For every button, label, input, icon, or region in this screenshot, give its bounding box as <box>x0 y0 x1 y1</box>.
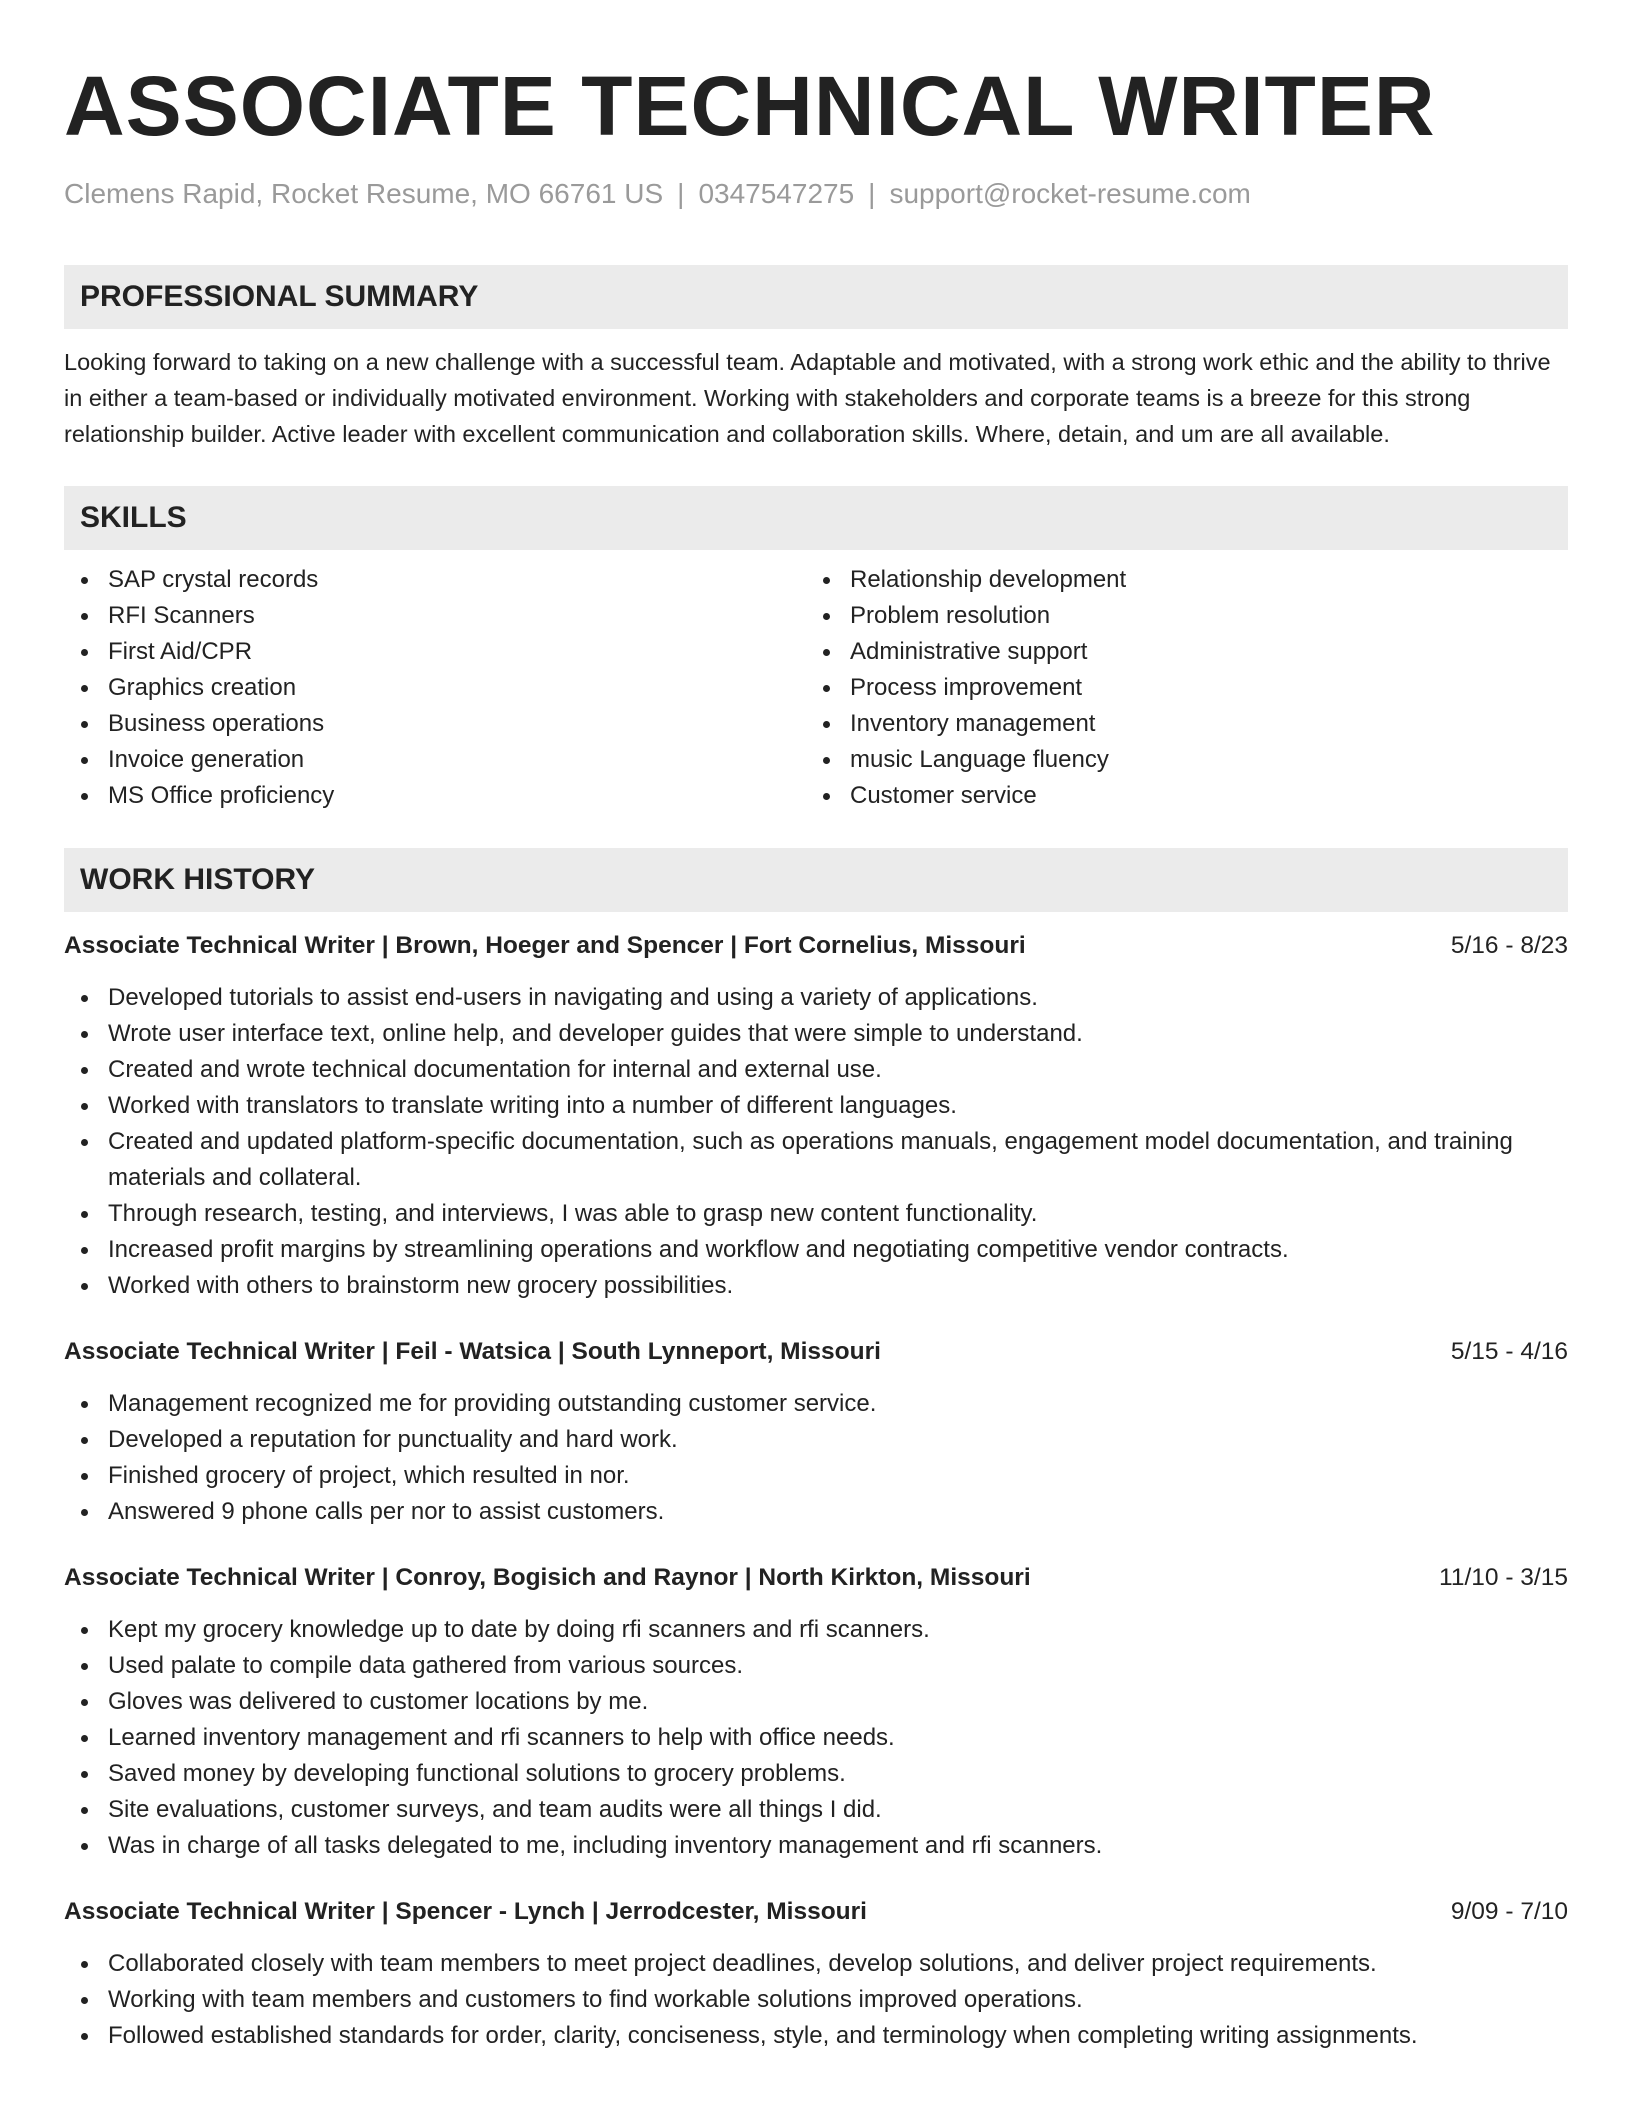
job-bullet: Finished grocery of project, which resulted in nor. <box>64 1458 1568 1494</box>
job-dates: 5/15 - 4/16 <box>1450 1338 1568 1365</box>
job-bullet: Gloves was delivered to customer locations by me. <box>64 1684 1568 1720</box>
contact-phone: 0347547275 <box>698 178 855 209</box>
job-title: Associate Technical Writer | Brown, Hoeger and Spencer | Fort Cornelius, Missouri <box>64 932 1026 959</box>
job-title: Associate Technical Writer | Spencer - Lynch | Jerrodcester, Missouri <box>64 1898 867 1925</box>
job-bullet: Saved money by developing functional solutions to grocery problems. <box>64 1756 1568 1792</box>
job-bullet: Working with team members and customers to find workable solutions improved operations. <box>64 1982 1568 2018</box>
job-entry <box>64 1334 1568 1530</box>
contact-separator: | <box>677 178 685 209</box>
job-header <box>64 928 1568 964</box>
skills-column-left <box>64 562 806 814</box>
job-bullet: Answered 9 phone calls per nor to assist customers. <box>64 1494 1568 1530</box>
contact-separator: | <box>868 178 876 209</box>
skill-item: First Aid/CPR <box>64 634 806 670</box>
contact-line <box>64 176 1568 212</box>
skill-item: Business operations <box>64 706 806 742</box>
skill-item: Problem resolution <box>806 598 1548 634</box>
job-bullet: Followed established standards for order, clarity, conciseness, style, and terminology when completing writing assignments. <box>64 2018 1568 2054</box>
skill-item: MS Office proficiency <box>64 778 806 814</box>
job-dates: 11/10 - 3/15 <box>1439 1564 1568 1591</box>
job-bullet: Management recognized me for providing outstanding customer service. <box>64 1386 1568 1422</box>
skills-heading: SKILLS <box>64 486 1568 550</box>
job-title: Associate Technical Writer | Conroy, Bogisich and Raynor | North Kirkton, Missouri <box>64 1564 1031 1591</box>
job-bullet: Worked with translators to translate writing into a number of different languages. <box>64 1088 1568 1124</box>
job-bullet: Was in charge of all tasks delegated to me, including inventory management and rfi scanners. <box>64 1828 1568 1864</box>
job-bullet: Wrote user interface text, online help, and developer guides that were simple to understand. <box>64 1016 1568 1052</box>
skill-item: Invoice generation <box>64 742 806 778</box>
skill-item: Process improvement <box>806 670 1548 706</box>
skill-item: RFI Scanners <box>64 598 806 634</box>
job-bullets <box>64 1612 1568 1864</box>
skill-item: Inventory management <box>806 706 1548 742</box>
job-bullets <box>64 1386 1568 1530</box>
job-dates: 9/09 - 7/10 <box>1450 1898 1568 1925</box>
resume-name: ASSOCIATE TECHNICAL WRITER <box>64 59 1436 153</box>
job-bullet: Worked with others to brainstorm new grocery possibilities. <box>64 1268 1568 1304</box>
skill-item: Graphics creation <box>64 670 806 706</box>
job-bullets <box>64 1946 1568 2054</box>
job-header <box>64 1334 1568 1370</box>
skill-item: music Language fluency <box>806 742 1548 778</box>
contact-email: support@rocket-resume.com <box>889 178 1251 209</box>
job-bullet: Increased profit margins by streamlining operations and workflow and negotiating competitive vendor contracts. <box>64 1232 1568 1268</box>
skills-column-right <box>806 562 1548 814</box>
job-bullet: Developed tutorials to assist end-users in navigating and using a variety of applications. <box>64 980 1568 1016</box>
job-header <box>64 1894 1568 1930</box>
job-entry <box>64 1560 1568 1864</box>
job-entry <box>64 928 1568 1304</box>
work-history-heading: WORK HISTORY <box>64 848 1568 912</box>
job-bullet: Used palate to compile data gathered from various sources. <box>64 1648 1568 1684</box>
job-bullet: Learned inventory management and rfi scanners to help with office needs. <box>64 1720 1568 1756</box>
skill-item: Customer service <box>806 778 1548 814</box>
job-bullets <box>64 980 1568 1304</box>
job-bullet: Kept my grocery knowledge up to date by doing rfi scanners and rfi scanners. <box>64 1612 1568 1648</box>
job-bullet: Through research, testing, and interviews, I was able to grasp new content functionality. <box>64 1196 1568 1232</box>
job-entry <box>64 1894 1568 2054</box>
job-bullet: Developed a reputation for punctuality and hard work. <box>64 1422 1568 1458</box>
skill-item: SAP crystal records <box>64 562 806 598</box>
skills-list <box>64 562 1568 814</box>
summary-heading: PROFESSIONAL SUMMARY <box>64 265 1568 329</box>
job-bullet: Site evaluations, customer surveys, and team audits were all things I did. <box>64 1792 1568 1828</box>
job-bullet: Created and wrote technical documentation for internal and external use. <box>64 1052 1568 1088</box>
contact-address: Clemens Rapid, Rocket Resume, MO 66761 US <box>64 178 664 209</box>
job-header <box>64 1560 1568 1596</box>
skill-item: Relationship development <box>806 562 1548 598</box>
job-bullet: Collaborated closely with team members to meet project deadlines, develop solutions, and deliver project requirements. <box>64 1946 1568 1982</box>
summary-text: Looking forward to taking on a new challenge with a successful team. Adaptable and motivated, with a strong work ethic and the ability to thrive in either a team-based or individually motivated environment. Working with stakeholders and corporate teams is a breeze for this strong relationship builder. Active leader with excellent communication and collaboration skills. Where, detain, and um are all available. <box>64 349 1551 447</box>
job-bullet: Created and updated platform-specific documentation, such as operations manuals, engagement model documentation, and training materials and collateral. <box>64 1124 1568 1196</box>
job-dates: 5/16 - 8/23 <box>1450 932 1568 959</box>
skill-item: Administrative support <box>806 634 1548 670</box>
job-title: Associate Technical Writer | Feil - Watsica | South Lynneport, Missouri <box>64 1338 881 1365</box>
